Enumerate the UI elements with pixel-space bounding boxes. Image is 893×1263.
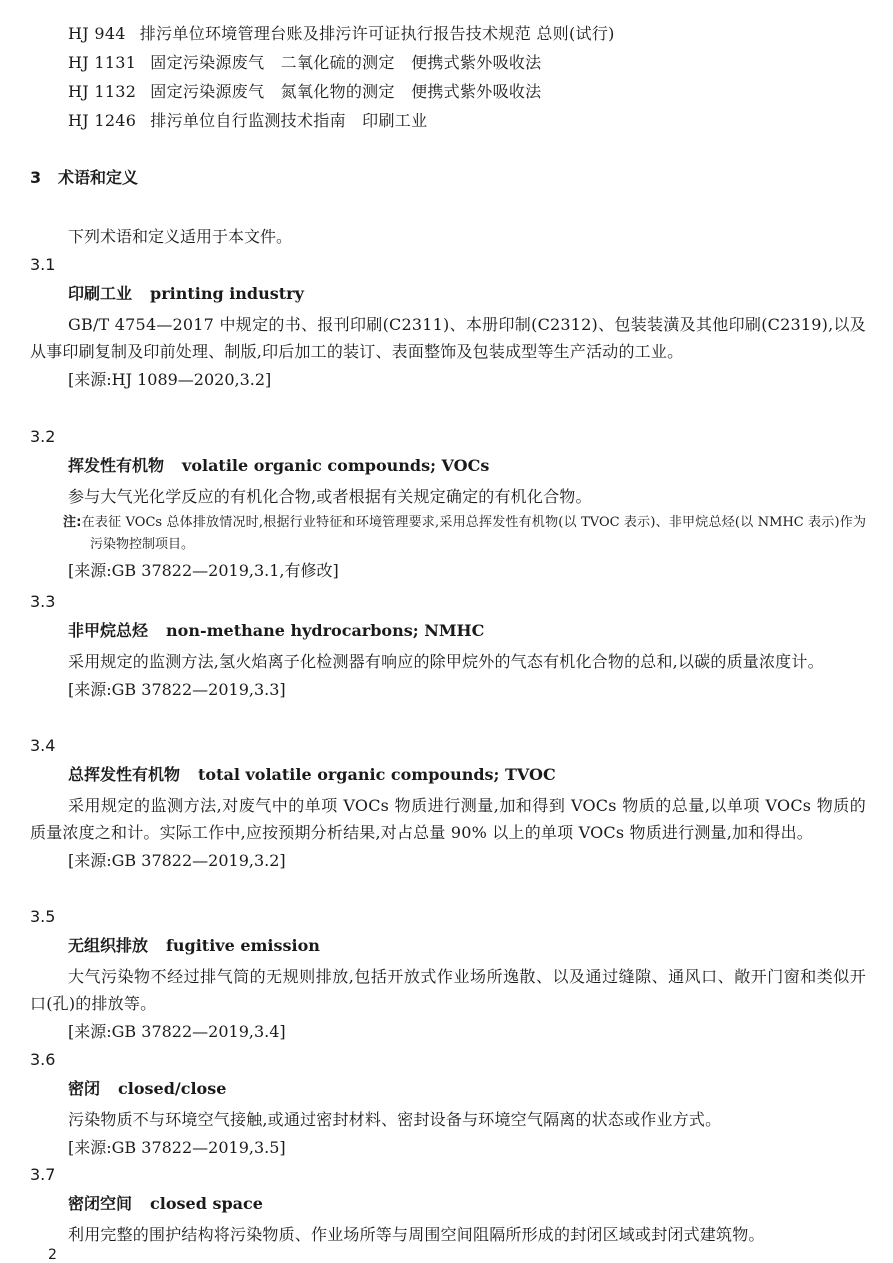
term-entry-fugitive-emission xyxy=(30,906,866,1044)
term-entry-tvoc xyxy=(30,735,866,873)
term-number: 3.1 xyxy=(30,255,56,274)
term-chinese: 印刷工业 xyxy=(68,284,133,303)
note-label: 注: xyxy=(63,515,82,530)
note-text: 在表征 VOCs 总体排放情况时,根据行业特征和环境管理要求,采用总挥发性有机物(以 TVOC 表示)、非甲烷总烃(以 NMHC 表示)作为污染物控制项目。 xyxy=(81,515,867,552)
section-heading xyxy=(30,167,138,189)
term-title xyxy=(30,764,866,786)
term-definition: 利用完整的围护结构将污染物质、作业场所等与周围空间阻隔所形成的封闭区域或封闭式建筑物。 xyxy=(68,1225,765,1244)
term-definition: 污染物质不与环境空气接触,或通过密封材料、密封设备与环境空气隔离的状态或作业方式。 xyxy=(68,1110,722,1129)
term-number: 3.6 xyxy=(30,1050,56,1069)
term-english: total volatile organic compounds; TVOC xyxy=(198,765,556,784)
term-source: [来源:GB 37822—2019,3.5] xyxy=(68,1138,286,1157)
term-english: closed space xyxy=(150,1194,263,1213)
reference-code: HJ 1131 xyxy=(68,53,137,72)
section-title: 术语和定义 xyxy=(58,168,139,187)
term-title xyxy=(30,455,866,477)
term-number: 3.5 xyxy=(30,907,56,926)
term-english: printing industry xyxy=(150,284,304,303)
term-source: [来源:GB 37822—2019,3.1,有修改] xyxy=(68,561,339,580)
reference-line xyxy=(68,23,615,45)
term-title xyxy=(30,1193,866,1215)
term-source: [来源:GB 37822—2019,3.4] xyxy=(68,1022,286,1041)
reference-code: HJ 944 xyxy=(68,24,126,43)
term-number: 3.2 xyxy=(30,427,56,446)
term-title xyxy=(30,1078,866,1100)
term-title xyxy=(30,620,866,642)
term-chinese: 非甲烷总烃 xyxy=(68,621,149,640)
term-entry-closed-space xyxy=(30,1164,866,1248)
reference-line xyxy=(68,81,541,103)
reference-title: 排污单位自行监测技术指南 印刷工业 xyxy=(150,111,428,130)
term-english: fugitive emission xyxy=(166,936,320,955)
term-english: closed/close xyxy=(118,1079,227,1098)
term-number: 3.7 xyxy=(30,1165,56,1184)
term-english: volatile organic compounds; VOCs xyxy=(182,456,490,475)
term-note xyxy=(30,512,866,556)
term-definition: 参与大气光化学反应的有机化合物,或者根据有关规定确定的有机化合物。 xyxy=(68,487,592,506)
reference-line xyxy=(68,52,541,74)
reference-code: HJ 1132 xyxy=(68,82,137,101)
term-source: [来源:GB 37822—2019,3.3] xyxy=(68,680,286,699)
term-title xyxy=(30,935,866,957)
term-number: 3.3 xyxy=(30,592,56,611)
term-definition: GB/T 4754—2017 中规定的书、报刊印刷(C2311)、本册印制(C2312)、包装装潢及其他印刷(C2319),以及从事印刷复制及印前处理、制版,印后加工的装订、表面整饰及包装成型等生产活动的工业。 xyxy=(30,315,866,361)
term-chinese: 密闭 xyxy=(68,1079,101,1098)
reference-line xyxy=(68,110,427,132)
term-entry-closed xyxy=(30,1049,866,1160)
term-entry-vocs xyxy=(30,426,866,583)
reference-title: 固定污染源废气 二氧化硫的测定 便携式紫外吸收法 xyxy=(150,53,542,72)
term-chinese: 总挥发性有机物 xyxy=(68,765,181,784)
reference-title: 排污单位环境管理台账及排污许可证执行报告技术规范 总则(试行) xyxy=(139,24,615,43)
term-entry-nmhc xyxy=(30,591,866,702)
term-entry-printing-industry xyxy=(30,254,866,392)
term-english: non-methane hydrocarbons; NMHC xyxy=(166,621,485,640)
term-number: 3.4 xyxy=(30,736,56,755)
reference-code: HJ 1246 xyxy=(68,111,137,130)
term-title xyxy=(30,283,866,305)
section-number: 3 xyxy=(30,168,42,187)
term-source: [来源:HJ 1089—2020,3.2] xyxy=(68,370,272,389)
term-definition: 采用规定的监测方法,氢火焰离子化检测器有响应的除甲烷外的气态有机化合物的总和,以碳的质量浓度计。 xyxy=(68,652,824,671)
page-number: 2 xyxy=(48,1247,57,1263)
reference-title: 固定污染源废气 氮氧化物的测定 便携式紫外吸收法 xyxy=(150,82,542,101)
section-intro: 下列术语和定义适用于本文件。 xyxy=(68,227,293,246)
term-source: [来源:GB 37822—2019,3.2] xyxy=(68,851,286,870)
term-definition: 大气污染物不经过排气筒的无规则排放,包括开放式作业场所逸散、以及通过缝隙、通风口、敞开门窗和类似开口(孔)的排放等。 xyxy=(30,967,866,1013)
term-chinese: 密闭空间 xyxy=(68,1194,133,1213)
term-definition: 采用规定的监测方法,对废气中的单项 VOCs 物质进行测量,加和得到 VOCs 物质的总量,以单项 VOCs 物质的质量浓度之和计。实际工作中,应按预期分析结果,对占总量 90% 以上的单项 VOCs 物质进行测量,加和得出。 xyxy=(30,796,866,842)
term-chinese: 无组织排放 xyxy=(68,936,149,955)
term-chinese: 挥发性有机物 xyxy=(68,456,165,475)
